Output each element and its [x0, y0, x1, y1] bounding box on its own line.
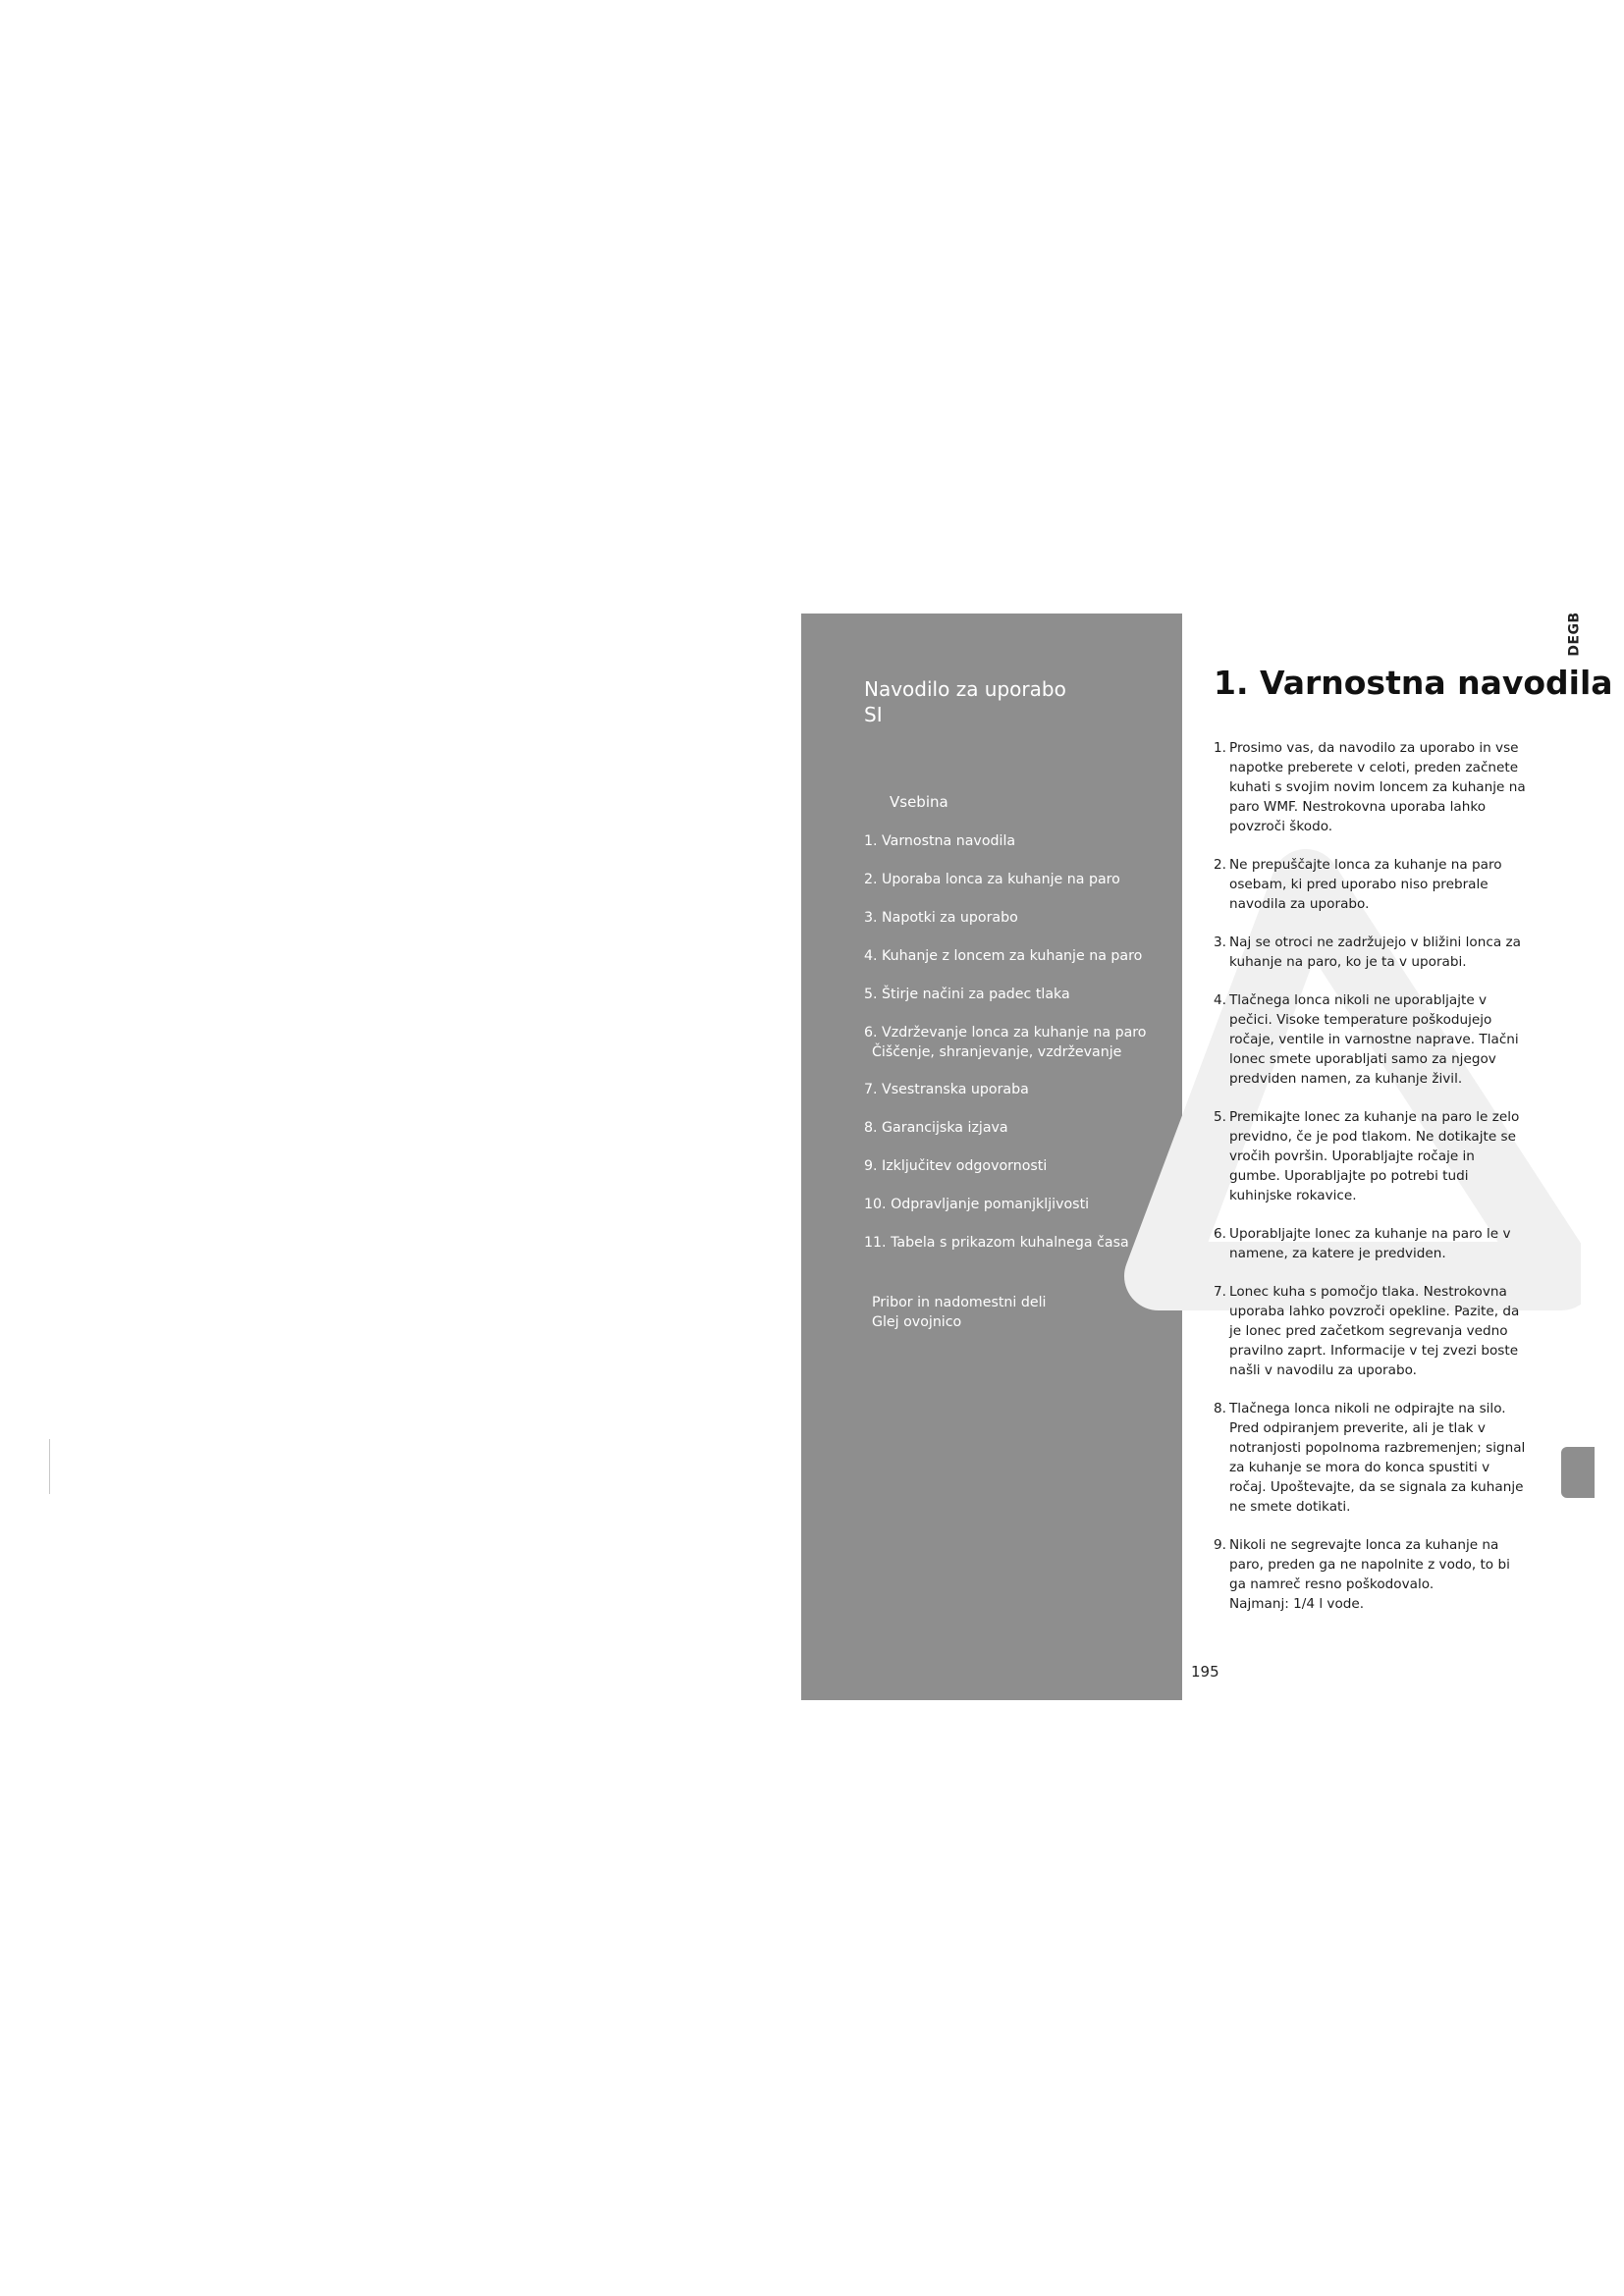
toc-heading: Vsebina	[890, 793, 948, 811]
toc-item: 2. Uporaba lonca za kuhanje na paro	[864, 872, 1120, 887]
list-item: 1. Prosimo vas, da navodilo za uporabo in vse napotke preberete v celoti, preden začnete kuhati s svojim novim loncem za kuhanje na paro WMF. Nestrokovna uporaba lahko povzroči škodo.	[1214, 740, 1526, 834]
list-item: 5. Premikajte lonec za kuhanje na paro le zelo previdno, če je pod tlakom. Ne dotikajte se vročih površin. Uporabljajte ročaje in gumbe. Uporabljajte po potrebi tudi kuhinjske rokavice.	[1214, 1109, 1520, 1203]
safety-instructions-list	[1214, 738, 1530, 1632]
margin-rule	[49, 1439, 50, 1494]
toc-item: 4. Kuhanje z loncem za kuhanje na paro	[864, 948, 1143, 964]
list-item: 7. Lonec kuha s pomočjo tlaka. Nestrokovna uporaba lahko povzroči opekline. Pazite, da je lonec pred začetkom segrevanja vedno pravilno zaprt. Informacije v tej zvezi boste našli v navodilu za uporabo.	[1214, 1284, 1520, 1378]
list-item: 8. Tlačnega lonca nikoli ne odpirajte na silo. Pred odpiranjem preverite, ali je tlak v notranjosti popolnoma razbremenjen; signal za kuhanje se mora do konca spustiti v ročaj. Upoštevajte, da se signala za kuhanje ne smete dotikati.	[1214, 1401, 1526, 1515]
section-title: 1. Varnostna navodila	[1214, 664, 1613, 702]
toc-item: 8. Garancijska izjava	[864, 1120, 1008, 1136]
page-number: 195	[1191, 1663, 1219, 1681]
list-item: 9. Nikoli ne segrevajte lonca za kuhanje na paro, preden ga ne napolnite z vodo, to bi ga namreč resno poškodovalo. Najmanj: 1/4 l vode.	[1214, 1535, 1530, 1614]
accessories-title: Pribor in nadomestni deli	[872, 1295, 1047, 1310]
toc-item: 3. Napotki za uporabo	[864, 910, 1018, 926]
toc-item: 1. Varnostna navodila	[864, 833, 1016, 849]
manual-title: Navodilo za uporabo	[864, 677, 1066, 701]
water-minimum-note: Najmanj: 1/4 l vode.	[1229, 1596, 1365, 1612]
accessories-note: Glej ovojnico	[872, 1314, 962, 1330]
list-item: 6. Uporabljajte lonec za kuhanje na paro le v namene, za katere je predviden.	[1214, 1226, 1511, 1261]
toc-item: 7. Vsestranska uporaba	[864, 1082, 1029, 1097]
list-item: 4. Tlačnega lonca nikoli ne uporabljajte v pečici. Visoke temperature poškodujejo ročaje, ventile in varnostne naprave. Tlačni lonec smete uporabljati samo za njegov predviden namen, za kuhanje živil.	[1214, 992, 1519, 1087]
language-codes-vertical: DEGB	[1566, 612, 1583, 657]
toc-subitem: Čiščenje, shranjevanje, vzdrževanje	[872, 1044, 1122, 1060]
list-item: 2. Ne prepuščajte lonca za kuhanje na paro osebam, ki pred uporabo niso prebrale navodila za uporabo.	[1214, 857, 1502, 912]
toc-item: 11. Tabela s prikazom kuhalnega časa	[864, 1235, 1129, 1251]
toc-item: 10. Odpravljanje pomanjkljivosti	[864, 1197, 1090, 1212]
toc-item: 9. Izključitev odgovornosti	[864, 1158, 1048, 1174]
section-thumb-tab	[1561, 1447, 1595, 1498]
language-code: SI	[864, 703, 883, 726]
toc-item: 6. Vzdrževanje lonca za kuhanje na paro Čiščenje, shranjevanje, vzdrževanje	[864, 1023, 1178, 1062]
list-item: 3. Naj se otroci ne zadržujejo v bližini lonca za kuhanje na paro, ko je ta v uporabi.	[1214, 934, 1521, 970]
toc-item: 5. Štirje načini za padec tlaka	[864, 987, 1070, 1002]
